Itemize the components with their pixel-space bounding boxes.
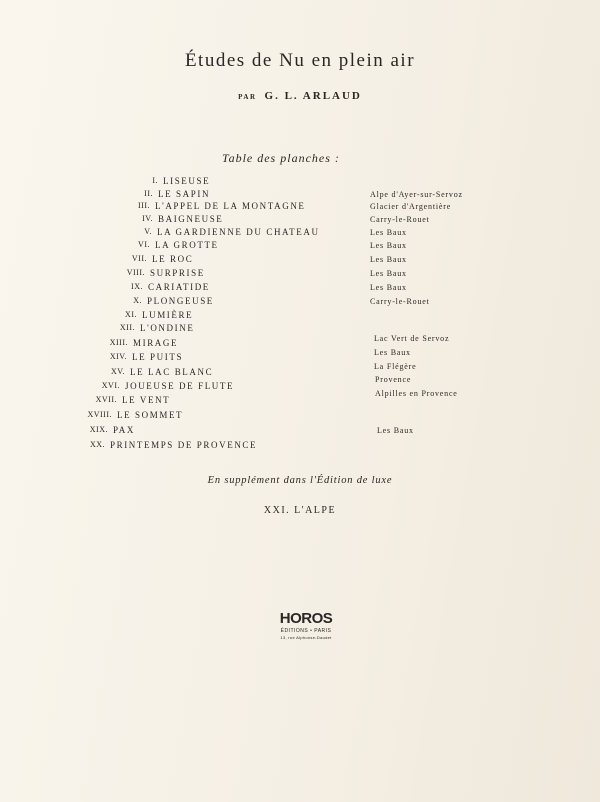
plate-location: Alpilles en Provence xyxy=(375,389,458,398)
plate-location: La Flégère xyxy=(374,362,417,371)
plate-number: III. xyxy=(138,201,150,210)
plate-location: Les Baux xyxy=(377,426,414,435)
plate-location: Les Baux xyxy=(370,241,407,250)
supplement-note: En supplément dans l'Édition de luxe xyxy=(207,475,393,486)
plate-row xyxy=(0,425,600,439)
plate-number: XX. xyxy=(89,440,105,449)
author-name: G. L. ARLAUD xyxy=(264,90,362,102)
plate-title: LE ROC xyxy=(152,254,194,264)
document-title: Études de Nu en plein air xyxy=(184,50,416,71)
plate-row xyxy=(0,268,600,282)
plate-location: Les Baux xyxy=(374,348,411,357)
plate-number: VIII. xyxy=(126,268,145,277)
plate-number: X. xyxy=(133,296,142,305)
plate-row xyxy=(0,254,600,268)
plate-number: II. xyxy=(144,189,153,198)
plate-title: PAX xyxy=(113,425,135,435)
plate-number: VII. xyxy=(131,254,147,263)
plate-title: MIRAGE xyxy=(133,338,179,348)
plate-number: XIV. xyxy=(109,352,127,361)
plate-number: XVII. xyxy=(95,395,117,404)
plate-title: LE VENT xyxy=(122,395,171,405)
plate-title: CARIATIDE xyxy=(148,282,210,292)
plate-location: Alpe d'Ayer-sur-Servoz xyxy=(370,190,463,199)
plate-number: I. xyxy=(152,176,158,185)
plate-number: VI. xyxy=(138,240,150,249)
plate-title: SURPRISE xyxy=(150,268,205,278)
plate-row xyxy=(0,201,600,215)
plate-title: JOUEUSE DE FLUTE xyxy=(125,381,235,391)
plate-location: Les Baux xyxy=(370,255,407,264)
plate-number: XVIII. xyxy=(87,410,112,419)
plate-location: Les Baux xyxy=(370,269,407,278)
publisher-sub: ÉDITIONS • PARIS xyxy=(280,628,332,634)
plate-row xyxy=(0,410,600,424)
plate-row xyxy=(0,323,600,337)
plate-number: XVI. xyxy=(101,381,120,390)
publisher-address: 13, rue Alphonse-Daudet xyxy=(280,635,332,640)
plate-row xyxy=(0,176,600,190)
plate-row xyxy=(0,375,600,395)
plate-location: Carry-le-Rouet xyxy=(370,215,430,224)
toc-heading: Table des planches : xyxy=(222,151,340,165)
plate-number: XV. xyxy=(110,367,125,376)
plate-title: L'APPEL DE LA MONTAGNE xyxy=(155,201,306,211)
plate-location: Carry-le-Rouet xyxy=(370,297,430,306)
plate-row xyxy=(0,296,600,310)
plate-row xyxy=(0,440,600,454)
author-line xyxy=(0,90,600,102)
author-prefix: PAR xyxy=(238,93,257,101)
plate-title: LUMIÈRE xyxy=(142,310,194,320)
plate-location: Les Baux xyxy=(370,228,407,237)
plate-row xyxy=(0,214,600,228)
plate-row xyxy=(0,240,600,254)
plate-row xyxy=(0,362,600,381)
plate-location: Glacier d'Argentière xyxy=(370,202,452,211)
plate-location: Provence xyxy=(375,375,412,384)
plate-number: XI. xyxy=(125,310,137,319)
plate-row xyxy=(0,310,600,324)
plate-number: V. xyxy=(144,227,152,236)
publisher-logo xyxy=(266,610,346,640)
plate-title: LE SOMMET xyxy=(117,410,184,420)
plate-row xyxy=(0,282,600,296)
plate-row xyxy=(0,348,600,366)
plate-row xyxy=(0,389,600,409)
plate-location: Lac Vert de Servoz xyxy=(374,334,450,343)
plate-title: LE LAC BLANC xyxy=(130,367,214,377)
plate-title: LA GROTTE xyxy=(155,240,219,250)
plate-title: LISEUSE xyxy=(163,176,211,186)
plate-title: BAIGNEUSE xyxy=(158,214,224,224)
plate-title: LE SAPIN xyxy=(158,189,211,199)
plate-number: IX. xyxy=(131,282,143,291)
plate-number: XIII. xyxy=(109,338,128,347)
plate-location: Les Baux xyxy=(370,283,407,292)
plate-title: PRINTEMPS DE PROVENCE xyxy=(110,440,258,450)
plate-title: LE PUITS xyxy=(132,352,184,362)
plate-number: IV. xyxy=(142,214,153,223)
plate-title: LA GARDIENNE DU CHATEAU xyxy=(157,227,320,237)
plate-row xyxy=(0,227,600,241)
publisher-name: HOROS xyxy=(279,610,333,627)
plate-row xyxy=(0,334,600,352)
plate-number: XIX. xyxy=(89,425,108,434)
plate-title: L'ONDINE xyxy=(140,323,195,333)
plate-number: XII. xyxy=(119,323,135,332)
plate-title: PLONGEUSE xyxy=(147,296,214,306)
extra-plate: XXI. L'ALPE xyxy=(263,505,337,516)
